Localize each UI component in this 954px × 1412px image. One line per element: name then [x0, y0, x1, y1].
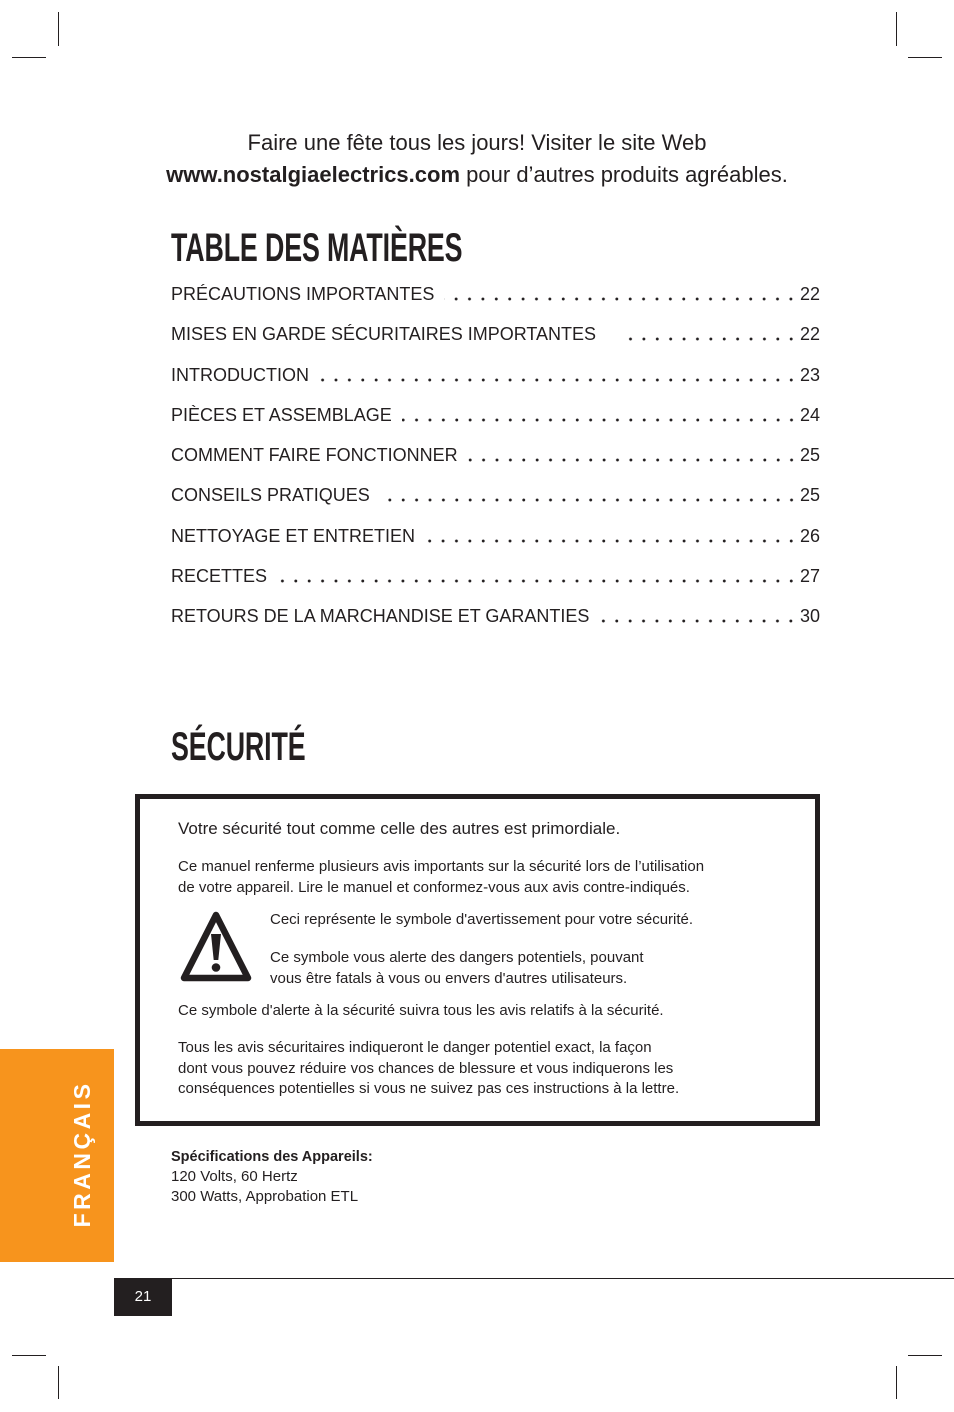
- toc-entry-label: RETOURS DE LA MARCHANDISE ET GARANTIES: [171, 606, 590, 627]
- toc-entry-page: 27: [799, 566, 820, 587]
- safety-intro: Votre sécurité tout comme celle des autres est primordiale.: [178, 819, 621, 838]
- toc-entry-label: CONSEILS PRATIQUES: [171, 485, 370, 506]
- toc-entry-page: 24: [799, 404, 820, 425]
- safety-symbol-line: Ceci représente le symbole d'avertissement pour votre sécurité.: [270, 911, 694, 928]
- header-website-suffix: pour d’autres produits agréables.: [466, 162, 788, 187]
- safety-danger-paragraph: [270, 947, 644, 989]
- toc-entry-precautions[interactable]: [171, 285, 820, 325]
- toc-entry-label: COMMENT FAIRE FONCTIONNER: [171, 445, 458, 466]
- toc-entry-label: INTRODUCTION: [171, 364, 309, 385]
- toc-entry-page: 22: [799, 284, 820, 304]
- toc-entry-label: PIÈCES ET ASSEMBLAGE: [171, 404, 392, 425]
- toc-dot-leader: [277, 567, 798, 585]
- language-tab-label: FRANÇAIS: [69, 1080, 95, 1228]
- toc-entry-label: MISES EN GARDE SÉCURITAIRES IMPORTANTES: [171, 324, 597, 345]
- toc-list: [171, 285, 820, 648]
- toc-entry-label: NETTOYAGE ET ENTRETIEN: [171, 525, 416, 546]
- crop-mark-bottom-right-vertical: [896, 1366, 897, 1399]
- header-website-line: [0, 164, 954, 186]
- toc-entry-retours[interactable]: [171, 607, 820, 647]
- toc-entry-introduction[interactable]: [171, 366, 820, 406]
- paragraph-line: Ce symbole vous alerte des dangers potentiels, pouvant: [270, 949, 644, 966]
- toc-dot-leader: [402, 406, 798, 424]
- warning-triangle-icon: [180, 910, 252, 984]
- toc-dot-leader: [425, 527, 798, 545]
- specs-line: 300 Watts, Approbation ETL: [171, 1188, 359, 1205]
- toc-entry-page: 26: [799, 525, 820, 546]
- paragraph-line: conséquences potentielles si vous ne suivez pas ces instructions à la lettre.: [178, 1080, 680, 1097]
- toc-dot-leader: [319, 366, 798, 384]
- crop-mark-bottom-left-horizontal: [12, 1355, 46, 1356]
- footer-rule: [114, 1278, 954, 1279]
- toc-dot-leader: [444, 285, 798, 303]
- safety-notice-paragraph: [178, 1038, 679, 1100]
- safety-title: SÉCURITÉ: [171, 725, 306, 769]
- paragraph-line: de votre appareil. Lire le manuel et conformez-vous aux avis contre-indiqués.: [178, 878, 690, 896]
- specs-line: 120 Volts, 60 Hertz: [171, 1168, 298, 1185]
- toc-entry-nettoyage[interactable]: [171, 527, 820, 567]
- toc-entry-page: 22: [799, 324, 820, 345]
- crop-mark-top-left-vertical: [58, 12, 59, 46]
- paragraph-line: Tous les avis sécuritaires indiqueront le danger potentiel exact, la façon: [178, 1039, 652, 1056]
- toc-entry-page: 23: [799, 364, 820, 385]
- toc-entry-page: 30: [799, 606, 820, 627]
- safety-alert-line: Ce symbole d'alerte à la sécurité suivra tous les avis relatifs à la sécurité.: [178, 1002, 664, 1019]
- appliance-specifications: [171, 1147, 373, 1207]
- crop-mark-bottom-left-vertical: [58, 1366, 59, 1399]
- toc-dot-leader: [620, 325, 798, 343]
- crop-mark-top-right-horizontal: [908, 57, 942, 58]
- toc-dot-leader: [468, 446, 798, 464]
- toc-entry-label: RECETTES: [171, 566, 268, 587]
- website-link[interactable]: www.nostalgiaelectrics.com: [166, 162, 461, 187]
- toc-title: TABLE DES MATIÈRES: [171, 226, 463, 270]
- crop-mark-top-right-vertical: [896, 12, 897, 46]
- specs-title: Spécifications des Appareils:: [171, 1149, 373, 1165]
- crop-mark-top-left-horizontal: [12, 57, 46, 58]
- toc-dot-leader: [380, 486, 798, 504]
- toc-entry-recettes[interactable]: [171, 567, 820, 607]
- crop-mark-bottom-right-horizontal: [908, 1355, 942, 1356]
- toc-entry-page: 25: [799, 445, 820, 466]
- paragraph-line: Ce manuel renferme plusieurs avis importants sur la sécurité lors de l’utilisation: [178, 858, 705, 875]
- paragraph-line: dont vous pouvez réduire vos chances de blessure et vous indiquerons les: [178, 1059, 674, 1077]
- page-number: 21: [114, 1278, 172, 1316]
- safety-manual-paragraph: [178, 857, 704, 898]
- toc-dot-leader: [599, 607, 798, 625]
- toc-entry-page: 25: [799, 485, 820, 506]
- paragraph-line: vous être fatals à vous ou envers d'autres utilisateurs.: [270, 970, 628, 987]
- toc-entry-label: PRÉCAUTIONS IMPORTANTES: [171, 284, 435, 304]
- toc-entry-mises-en-garde[interactable]: [171, 325, 820, 365]
- header-tagline: Faire une fête tous les jours! Visiter le site Web: [247, 130, 707, 155]
- toc-entry-fonctionner[interactable]: [171, 446, 820, 486]
- toc-entry-pieces[interactable]: [171, 406, 820, 446]
- toc-entry-conseils[interactable]: [171, 486, 820, 526]
